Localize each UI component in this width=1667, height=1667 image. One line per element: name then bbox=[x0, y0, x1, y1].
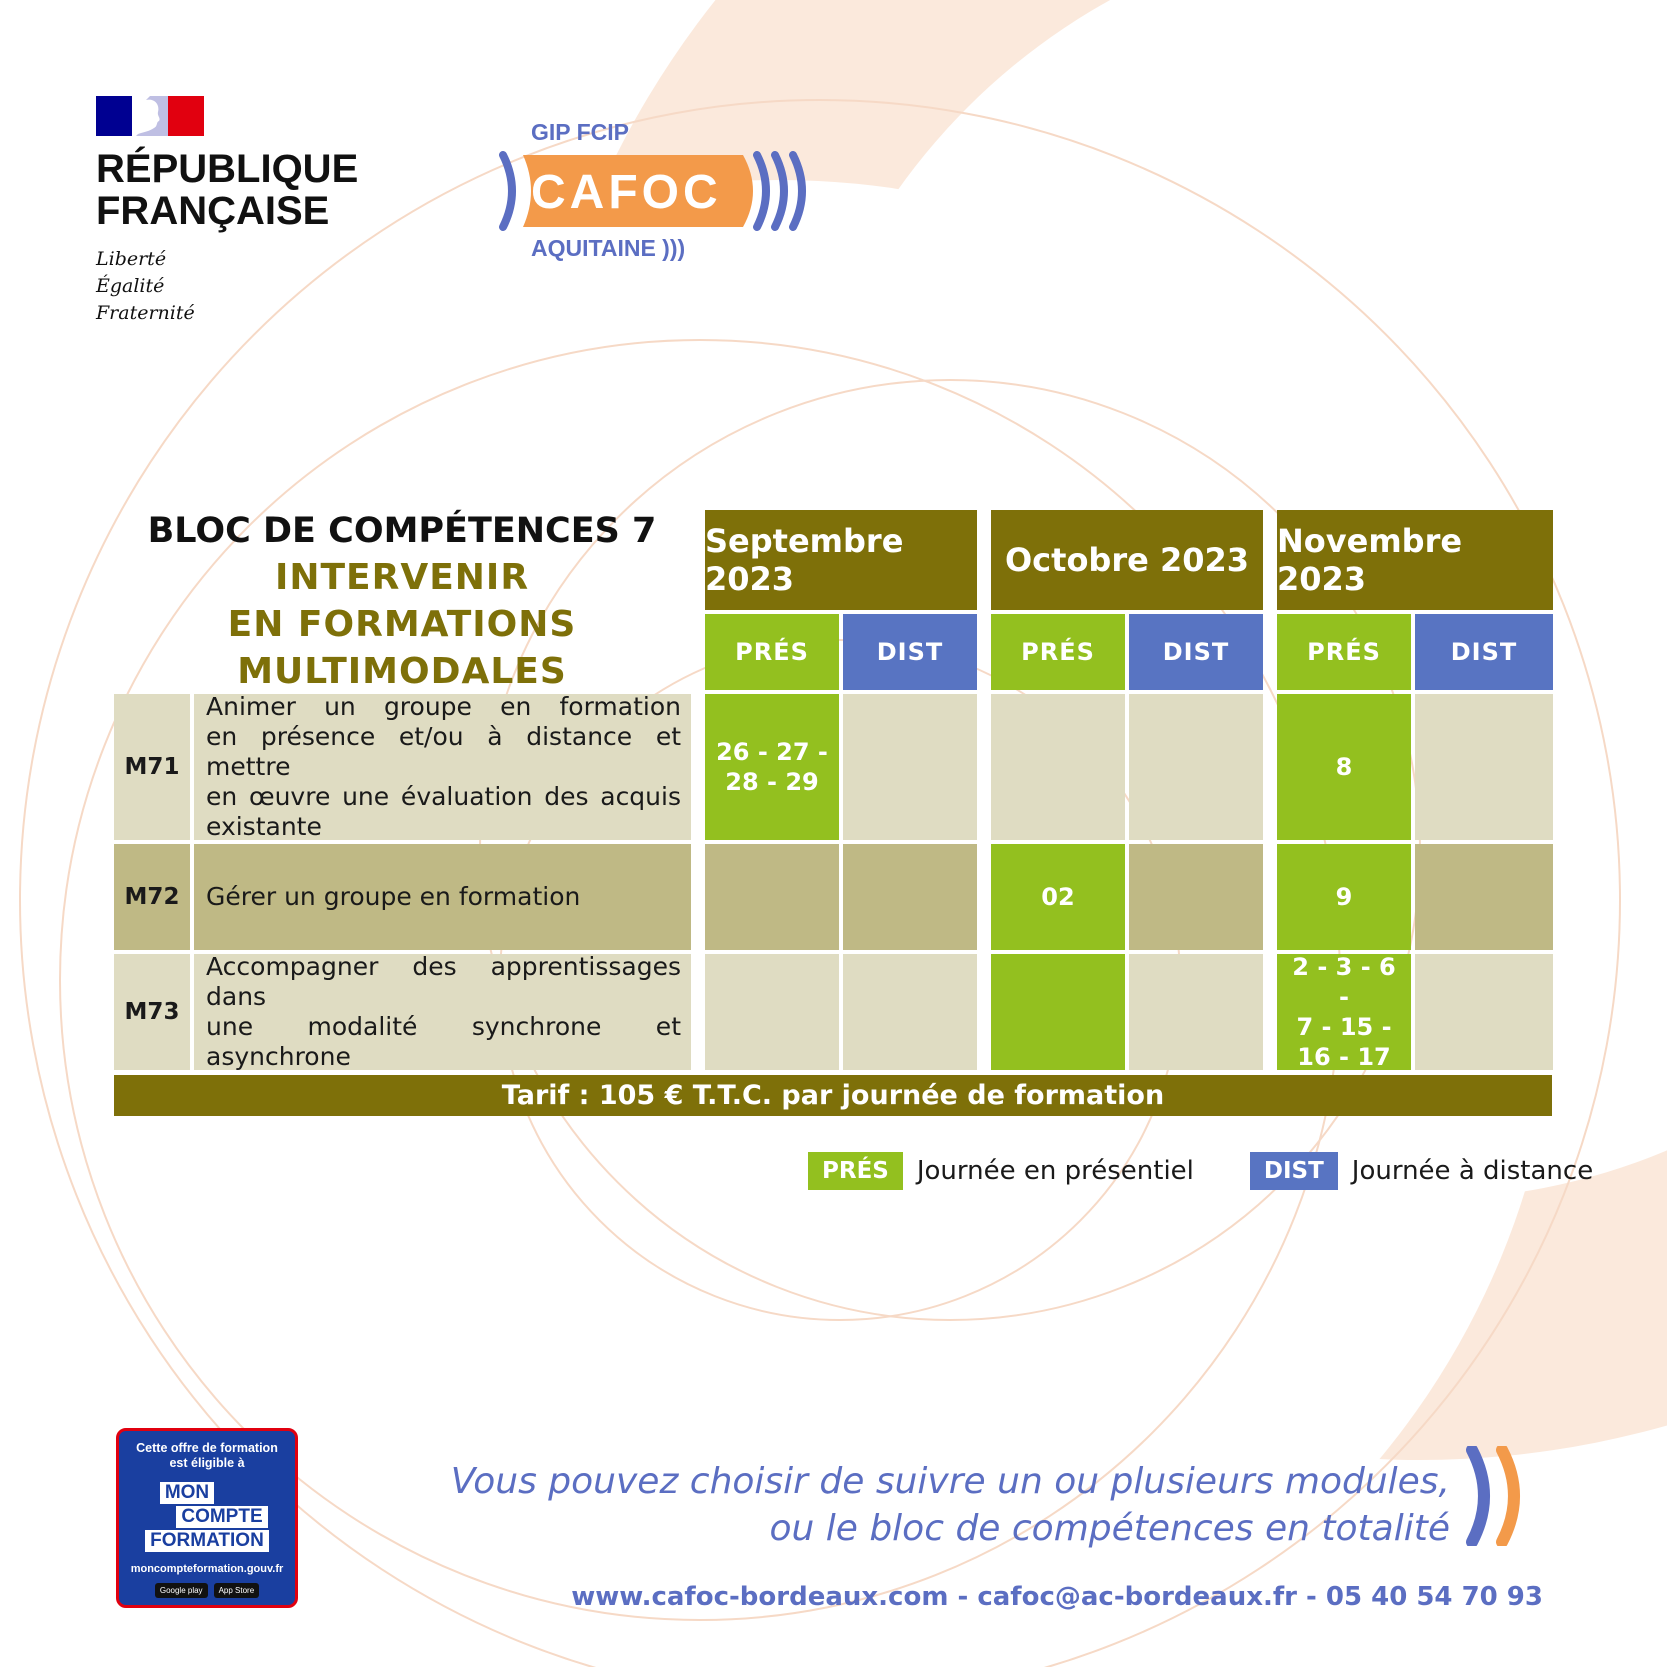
module-code-m71: M71 bbox=[114, 694, 190, 840]
september-dist-header: DIST bbox=[843, 614, 977, 690]
google-play-icon: Google play bbox=[155, 1583, 208, 1598]
september-pres-header: PRÉS bbox=[705, 614, 839, 690]
republique-motto: Liberté Égalité Fraternité bbox=[96, 248, 195, 324]
m72-november-pres-dates: 9 bbox=[1277, 844, 1411, 950]
republique-francaise-logo bbox=[96, 96, 376, 327]
october-dist-header: DIST bbox=[1129, 614, 1263, 690]
module-code-m73: M73 bbox=[114, 954, 190, 1070]
bloc-title bbox=[112, 508, 692, 695]
contact-line: www.cafoc-bordeaux.com - cafoc@ac-bordeaux.fr - 05 40 54 70 93 bbox=[571, 1582, 1543, 1612]
cafoc-top-label: GIP FCIP bbox=[531, 119, 629, 145]
cafoc-bottom-label: AQUITAINE ))) bbox=[531, 235, 686, 261]
module-label-m71: Animer un groupe en formation en présence et/ou à distance et mettre en œuvre une évaluation des acquis existante bbox=[194, 694, 691, 840]
legend-dist-badge: DIST bbox=[1250, 1152, 1338, 1190]
mcf-eligible-text: Cette offre de formation est éligible à bbox=[136, 1441, 278, 1470]
m73-september-dist bbox=[843, 954, 977, 1070]
m73-october-pres bbox=[991, 954, 1125, 1070]
m73-september-pres bbox=[705, 954, 839, 1070]
legend bbox=[808, 1152, 1608, 1190]
m71-september-dist bbox=[843, 694, 977, 840]
app-store-icon: App Store bbox=[214, 1583, 260, 1598]
m73-november-dist bbox=[1415, 954, 1553, 1070]
m72-september-dist bbox=[843, 844, 977, 950]
m71-november-pres-dates: 8 bbox=[1277, 694, 1411, 840]
m72-september-pres bbox=[705, 844, 839, 950]
mcf-url: moncompteformation.gouv.fr bbox=[130, 1563, 284, 1575]
november-dist-header: DIST bbox=[1415, 614, 1553, 690]
tarif-banner: Tarif : 105 € T.T.C. par journée de formation bbox=[114, 1075, 1552, 1116]
french-flag-icon bbox=[96, 96, 204, 136]
module-code-m72: M72 bbox=[114, 844, 190, 950]
month-header-october: Octobre 2023 bbox=[991, 510, 1263, 610]
november-pres-header: PRÉS bbox=[1277, 614, 1411, 690]
cafoc-logo bbox=[495, 115, 825, 265]
m73-october-dist bbox=[1129, 954, 1263, 1070]
m71-november-dist bbox=[1415, 694, 1553, 840]
m71-october-dist bbox=[1129, 694, 1263, 840]
m71-october-pres bbox=[991, 694, 1125, 840]
m72-october-pres-dates: 02 bbox=[991, 844, 1125, 950]
module-label-m73: Accompagner des apprentissages dans une modalité synchrone et asynchrone bbox=[194, 954, 691, 1070]
republique-name: RÉPUBLIQUE FRANÇAISE bbox=[96, 147, 359, 233]
legend-pres-text: Journée en présentiel bbox=[916, 1156, 1194, 1186]
m72-november-dist bbox=[1415, 844, 1553, 950]
month-header-november: Novembre 2023 bbox=[1277, 510, 1553, 610]
module-label-m72: Gérer un groupe en formation bbox=[194, 844, 691, 950]
m73-november-pres-dates: 2 - 3 - 6 - 7 - 15 - 16 - 17 bbox=[1277, 954, 1411, 1070]
bloc-subtitle: INTERVENIR EN FORMATIONS MULTIMODALES bbox=[227, 557, 577, 692]
cafoc-arcs-icon bbox=[1462, 1446, 1542, 1546]
tagline: Vous pouvez choisir de suivre un ou plusieurs modules, ou le bloc de compétences en totalité bbox=[450, 1461, 1450, 1549]
legend-dist-text: Journée à distance bbox=[1351, 1156, 1594, 1186]
mcf-store-badges bbox=[119, 1583, 295, 1598]
m71-september-pres-dates: 26 - 27 - 28 - 29 bbox=[705, 694, 839, 840]
cafoc-name: CAFOC bbox=[531, 166, 722, 219]
bloc-heading: BLOC DE COMPÉTENCES 7 bbox=[147, 511, 657, 551]
month-header-september: Septembre 2023 bbox=[705, 510, 977, 610]
mon-compte-formation-badge bbox=[116, 1428, 298, 1608]
october-pres-header: PRÉS bbox=[991, 614, 1125, 690]
m72-october-dist bbox=[1129, 844, 1263, 950]
legend-pres-badge: PRÉS bbox=[808, 1152, 903, 1190]
mcf-wordmark: MON COMPTE FORMATION bbox=[137, 1481, 277, 1553]
